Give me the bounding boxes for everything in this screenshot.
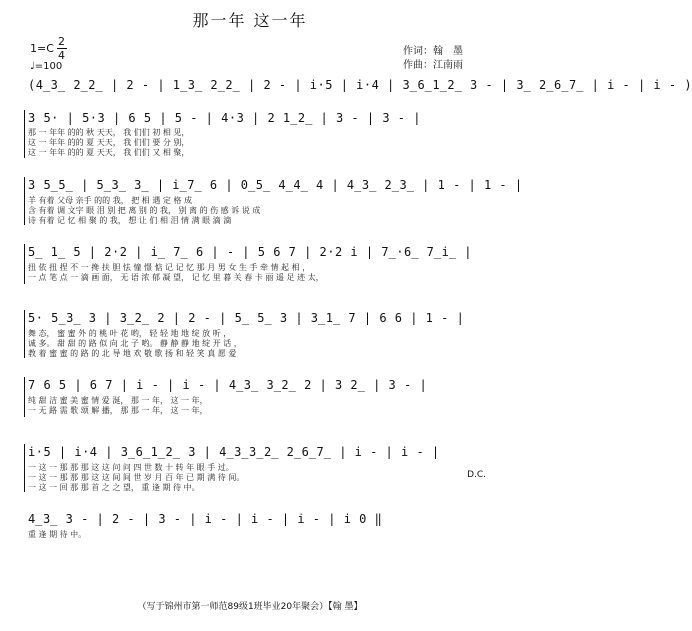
score-system-2: 3 5· | 5·3 | 6 5 | 5 - | 4·3 | 2 1̲2̲ | 3 - | 3 - | <box>28 111 421 125</box>
time-signature-top: 2 <box>58 35 65 48</box>
time-signature-bottom: 4 <box>58 49 65 62</box>
key-signature: 1=C <box>30 42 54 55</box>
lyric-line: 诗 有着 记 忆 相 聚 的 我， 想 让 们 相 泪 情 满 眼 滴 滴 <box>28 216 232 225</box>
system-bracket <box>24 110 25 158</box>
score-system-5: 5· 5̲3̲ 3 | 3̲2̲ 2 | 2 - | 5̲ 5̲ 3 | 3̲1̲ 7 | 6 6 | 1 - | <box>28 311 465 325</box>
lyric-line: 重 逢 期 待 中。 <box>28 530 87 539</box>
score-system-6: 7 6 5 | 6 7 | i - | i - | 4̲3̲ 3̲2̲ 2 | 3 2̲ | 3 - | <box>28 378 428 392</box>
lyric-line: 这 一 年年 的的 夏 天天， 我 们们 要 分 别， <box>28 138 190 147</box>
lyric-line: 这 一 年年 的的 夏 天天， 我 们们 又 相 聚， <box>28 148 190 157</box>
score-system-3: 3 5̲5̲ | 5̲3̲ 3̲ | i̲7̲ 6 | 0̲5̲ 4̲4̲ 4 | 4̲3̲ 2̲3̲ | 1 - | 1 - | <box>28 178 523 192</box>
lyric-line: 那 一 年年 的的 秋 天天， 我 们们 初 相 见， <box>28 128 190 137</box>
song-title: 那一年 这一年 <box>192 11 308 30</box>
lyric-line: 一 点 笔 点 一 滴 画 面， 无 语 浓 郁 凝 望， 记 忆 里 暮 关 春 卡 丽 遥 足 迹 太， <box>28 273 324 282</box>
system-bracket <box>24 244 25 284</box>
lyricist-credit: 作词：翰 墨 <box>403 46 463 57</box>
footer-note: （写于锦州市第一师范89级1班毕业20年聚会）【翰 墨】 <box>137 602 363 612</box>
score-system-7: i·5 | i·4 | 3̲6̲1̲2̲ 3 | 4̲3̲3̲2̲ 2̲6̲7̲ | i - | i - | <box>28 445 440 459</box>
lyric-line: 诚 多。 甜 甜 的 路 似 向 北 子 哟。 静 静 静 地 绽 开 话 ， <box>28 339 242 348</box>
da-capo-mark: D.C. <box>467 470 486 480</box>
system-bracket <box>24 177 25 225</box>
lyric-line: 教 着 蜜 蜜 的 路 的 北 导 地 欢 敬 歌 扬 和 轻 笑 真 愿 爱 <box>28 349 237 358</box>
lyric-line: 一 无 路 需 歌 颂 解 播， 那 那 一 年， 这 一 年， <box>28 406 208 415</box>
lyric-line: 扭 依 扭 捏 不 一 搀 扶 胆 怯 憧 憬 惦 记 记 忆 那 月 男 女 生 手 牵 情 起 相 ， <box>28 263 311 272</box>
lyric-line: 一 这 一 回 那 那 首 之 之 望， 重 逢 期 待 中。 <box>28 483 200 492</box>
lyric-line: 羊 有着 父母 亲手 的的 我， 把 相 遇 定 格 成 <box>28 196 192 205</box>
system-bracket <box>24 310 25 358</box>
system-bracket <box>24 444 25 492</box>
score-system-1: (4̲3̲ 2̲2̲ | 2 - | 1̲3̲ 2̲2̲ | 2 - | i·5 | i·4 | 3̲6̲1̲2̲ 3 - | 3̲ 2̲6̲7̲ | i - | i - ) <box>28 78 692 92</box>
system-bracket <box>24 377 25 417</box>
lyric-line: 纯 甜 洁 蜜 美 蜜 情 爱 涎， 那 一 年， 这 一 年， <box>28 396 208 405</box>
lyric-line: 舞 态， 蜜 蜜 外 的 桃 叶 花 哟， 轻 轻 地 地 绽 放 听 ， <box>28 329 232 338</box>
lyric-line: 一 这 一 那 那 那 这 这 问 问 四 世 数 十 转 年 眼 手 过。 <box>28 463 234 472</box>
composer-credit: 作曲：江南雨 <box>403 60 463 71</box>
score-system-4: 5̲ 1̲ 5 | 2·2 | i̲ 7̲ 6 | - | 5 6 7 | 2·2 i | 7̲·6̲ 7̲i̲ | <box>28 245 473 259</box>
score-system-8: 4̲3̲ 3 - | 2 - | 3 - | i - | i - | i - | i 0 ‖ <box>28 512 383 526</box>
tempo-mark: ♩=100 <box>30 61 63 72</box>
lyric-line: 含 有着 调 文字 眼 泪 别 把 离 别 的 我， 别 离 的 伤 感 诉 说 成 <box>28 206 261 215</box>
lyric-line: 一 这 一 那 那 那 这 这 间 间 世 岁 月 百 年 已 期 满 待 间。 <box>28 473 245 482</box>
